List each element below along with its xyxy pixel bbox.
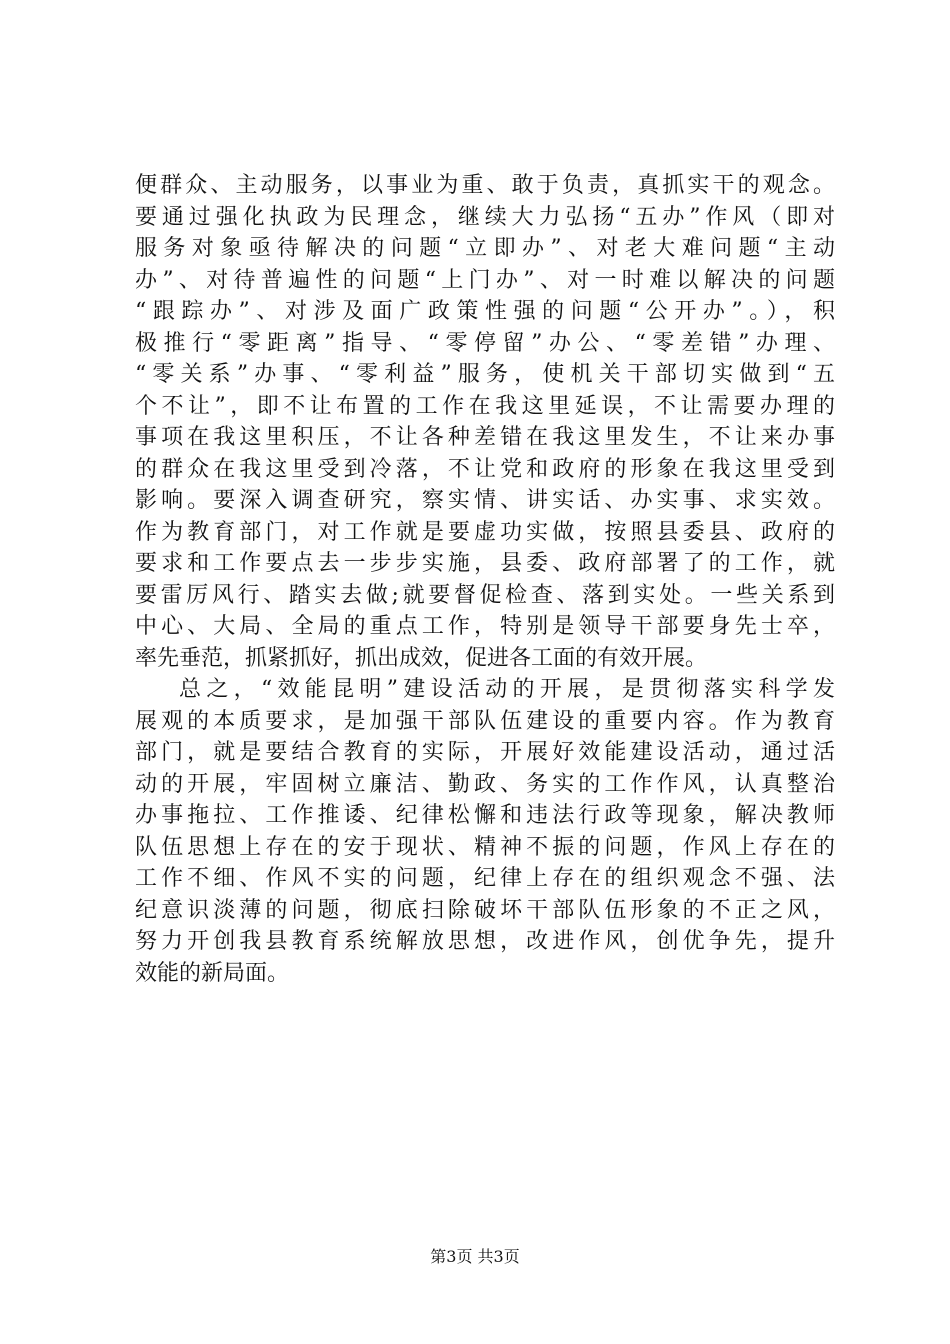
paragraph-2	[135, 674, 835, 989]
text-line: 展观的本质要求，是加强干部队伍建设的重要内容。作为教育	[135, 708, 835, 734]
text-line: 队伍思想上存在的安于现状、精神不振的问题，作风上存在的	[135, 834, 835, 860]
text-line: 个不让”，即不让布置的工作在我这里延误，不让需要办理的	[135, 393, 835, 419]
text-line: 便群众、主动服务，以事业为重、敢于负责，真抓实干的观念。	[135, 173, 835, 198]
text-line: 要求和工作要点去一步步实施，县委、政府部署了的工作，就	[135, 551, 835, 576]
text-line: 部门，就是要结合教育的实际，开展好效能建设活动，通过活	[135, 740, 835, 765]
document-body	[135, 170, 835, 989]
text-line: 纪意识淡薄的问题，彻底扫除破坏干部队伍形象的不正之风，	[135, 897, 835, 923]
text-line: 要通过强化执政为民理念，继续大力弘扬“五办”作风（即对	[135, 204, 835, 230]
text-line: “跟踪办”、对涉及面广政策性强的问题“公开办”。），积	[135, 299, 835, 324]
text-line: 要雷厉风行、踏实去做;就要督促检查、落到实处。一些关系到	[135, 582, 835, 608]
text-line: 总之，“效能昆明”建设活动的开展，是贯彻落实科学发	[179, 677, 835, 702]
page-number-footer: 第3页 共3页	[430, 1247, 520, 1266]
paragraph-1	[135, 170, 835, 674]
text-line: 努力开创我县教育系统解放思想，改进作风，创优争先，提升	[135, 929, 835, 954]
text-line: 中心、大局、全局的重点工作，特别是领导干部要身先士卒，	[135, 614, 835, 639]
text-line: 的群众在我这里受到冷落，不让党和政府的形象在我这里受到	[135, 456, 835, 482]
text-line: 办事拖拉、工作推诿、纪律松懈和违法行政等现象，解决教师	[135, 803, 835, 828]
text-line: 作为教育部门，对工作就是要虚功实做，按照县委县、政府的	[135, 519, 835, 545]
text-line: 事项在我这里积压，不让各种差错在我这里发生，不让来办事	[135, 425, 835, 450]
text-line: 影响。要深入调查研究，察实情、讲实话、办实事、求实效。	[135, 488, 835, 513]
text-line: “零关系”办事、“零利益”服务，使机关干部切实做到“五	[135, 362, 835, 387]
text-line: 效能的新局面。	[135, 960, 290, 986]
text-line: 办”、对待普遍性的问题“上门办”、对一时难以解决的问题	[135, 267, 835, 293]
text-line: 动的开展，牢固树立廉洁、勤政、务实的工作作风，认真整治	[135, 771, 835, 797]
text-line: 工作不细、作风不实的问题，纪律上存在的组织观念不强、法	[135, 866, 835, 891]
text-line: 率先垂范，抓紧抓好，抓出成效，促进各工面的有效开展。	[135, 645, 708, 671]
text-line: 极推行“零距离”指导、“零停留”办公、“零差错”办理、	[135, 330, 835, 356]
text-line: 服务对象亟待解决的问题“立即办”、对老大难问题“主动	[135, 236, 835, 261]
